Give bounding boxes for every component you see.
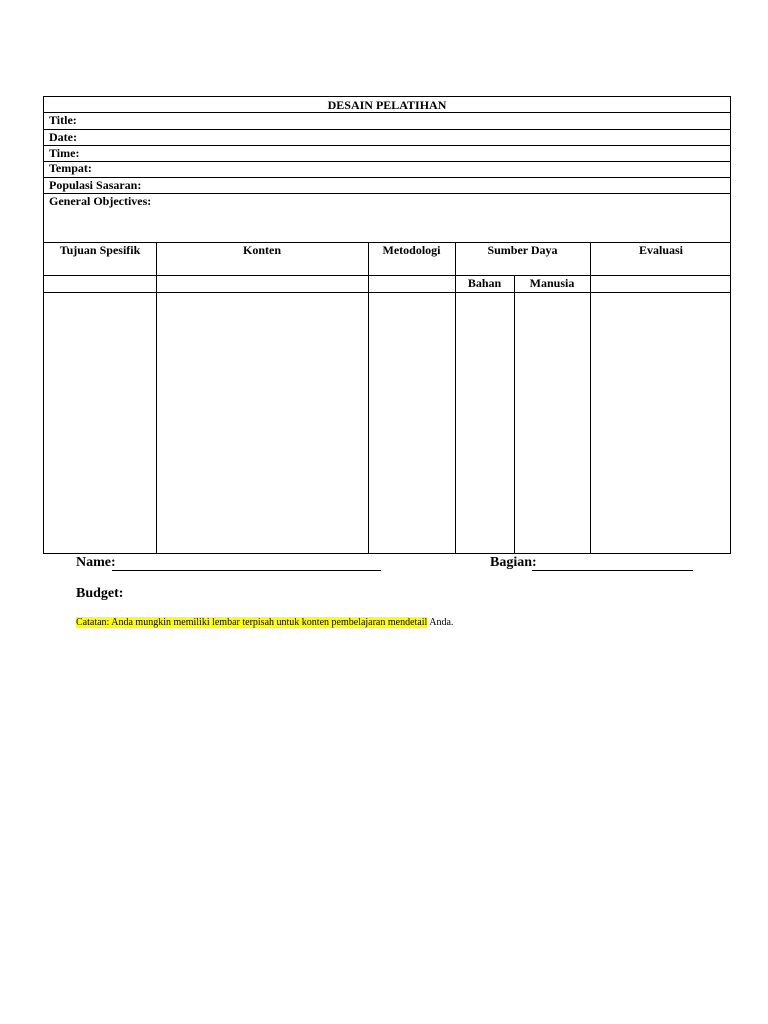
field-date: Date: — [49, 130, 77, 144]
col-manusia: Manusia — [529, 276, 575, 290]
name-label: Name: — [76, 555, 116, 570]
bagian-underline — [532, 570, 693, 571]
field-time: Time: — [49, 146, 80, 160]
col-evaluasi: Evaluasi — [638, 243, 683, 257]
field-populasi: Populasi Sasaran: — [49, 178, 142, 192]
table-title: DESAIN PELATIHAN — [327, 98, 447, 112]
col-tujuan-spesifik: Tujuan Spesifik — [59, 243, 141, 257]
name-underline — [112, 570, 381, 571]
field-tempat: Tempat: — [49, 161, 92, 175]
bagian-label: Bagian: — [490, 555, 537, 570]
col-sumber-daya: Sumber Daya — [487, 243, 558, 257]
col-metodologi: Metodologi — [382, 243, 441, 257]
note-highlighted: Catatan: Anda mungkin memiliki lembar terpisah untuk konten pembelajaran mendetail — [76, 617, 428, 628]
col-konten: Konten — [242, 243, 281, 257]
budget-label: Budget: — [76, 586, 124, 601]
field-title: Title: — [49, 113, 77, 127]
note-rest: Anda. — [427, 617, 454, 628]
col-bahan: Bahan — [467, 276, 502, 290]
training-design-table — [43, 96, 731, 554]
note — [76, 616, 453, 629]
field-general-objectives: General Objectives: — [49, 194, 152, 208]
